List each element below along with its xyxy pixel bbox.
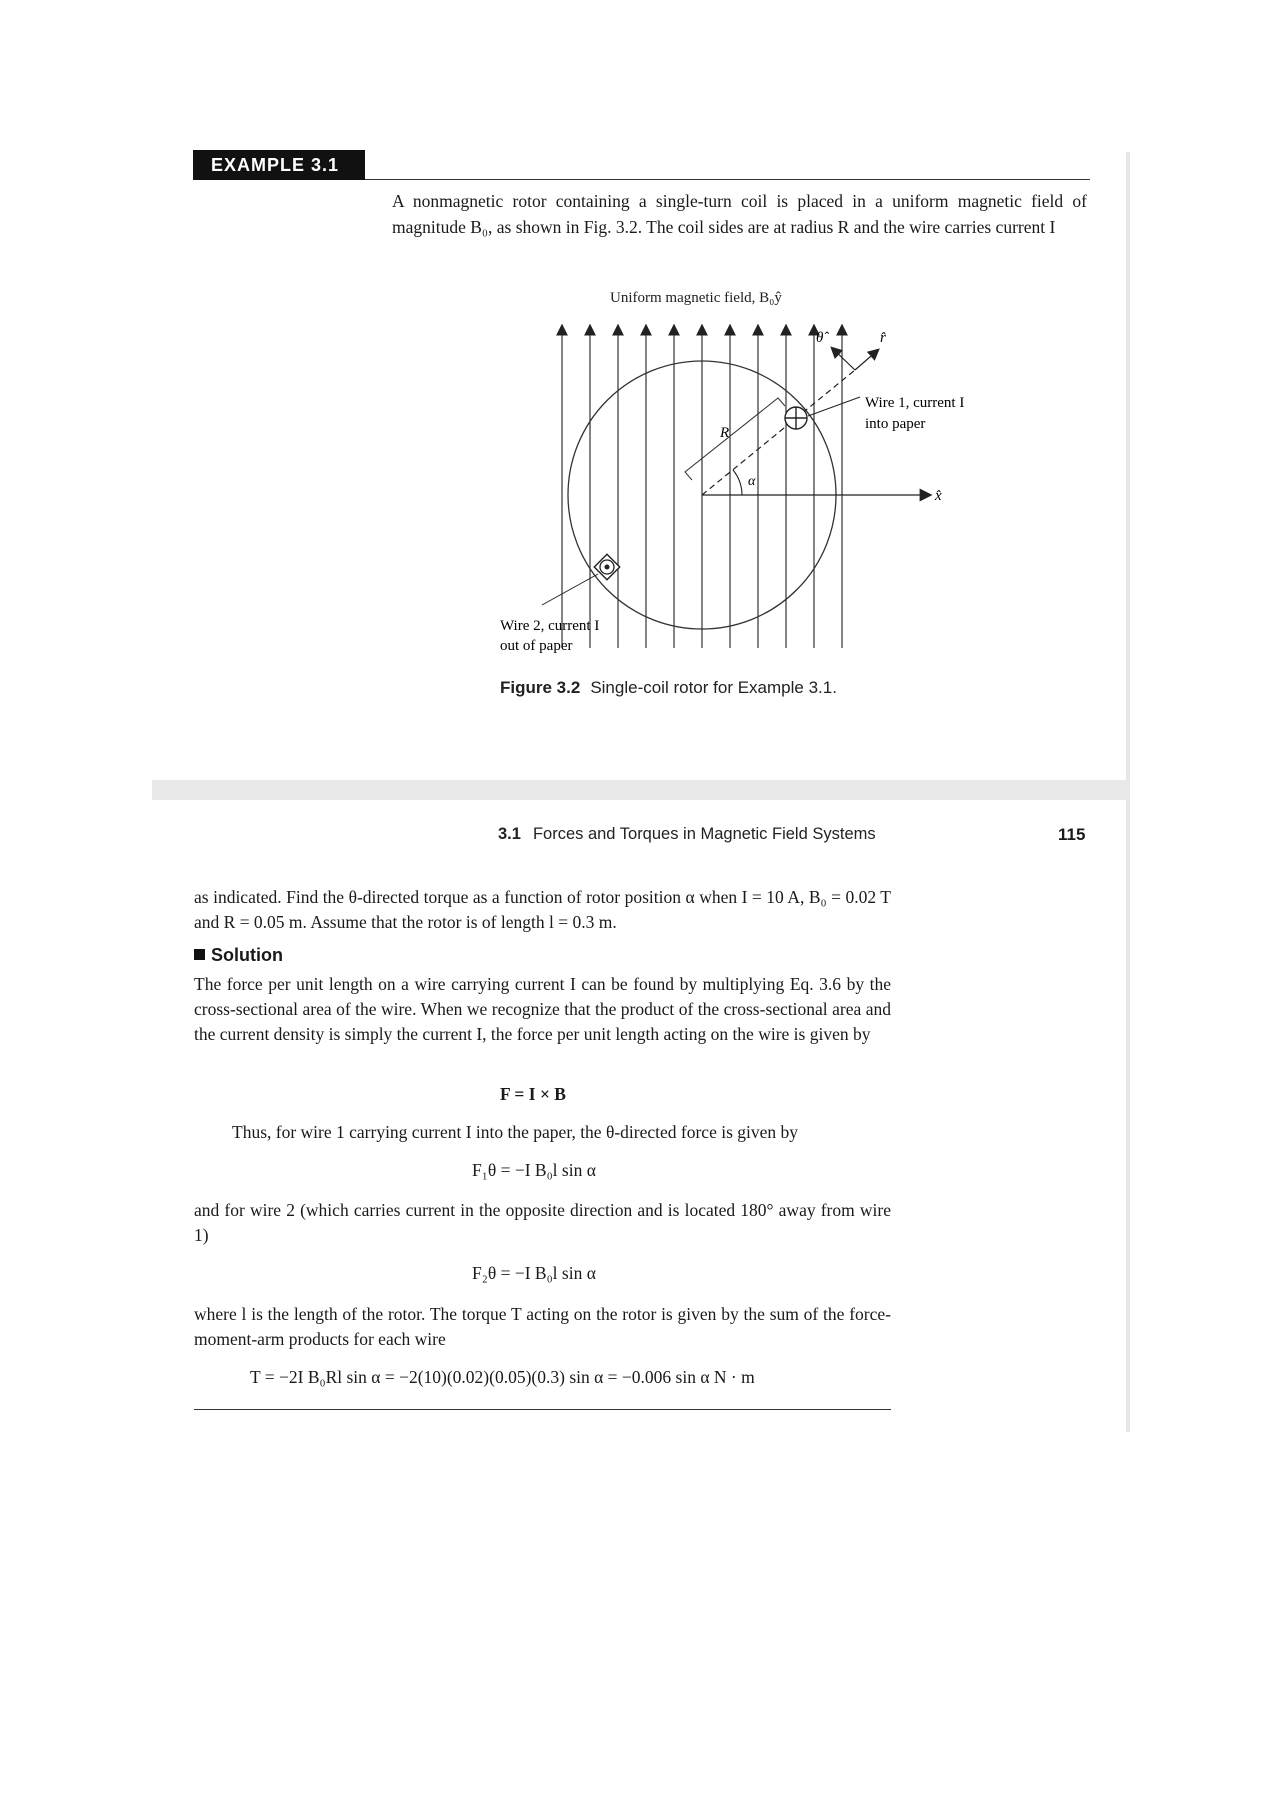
r-hat-label: r̂: [880, 330, 886, 346]
paragraph-3: Thus, for wire 1 carrying current I into the paper, the θ-directed force is given by: [232, 1122, 799, 1142]
equation-3: F₂θ = −I B₀l sin α: [472, 1263, 596, 1283]
field-label: Uniform magnetic field, B₀ŷ: [610, 290, 782, 306]
radius-label: R: [720, 425, 730, 441]
paragraph-4: and for wire 2 (which carries current in the opposite direction and is located 180° away from wire 1): [194, 1200, 891, 1245]
running-head: [498, 825, 876, 844]
wire-2-symbol: [594, 554, 619, 579]
intro-text: A nonmagnetic rotor containing a single-turn coil is placed in a uniform magnetic field of magnitude B₀, as shown in Fig. 3.2. The coil sides are at radius R and the wire carries current I: [392, 191, 1087, 237]
section-number: 3.1: [498, 825, 521, 843]
page-separator: [152, 780, 1130, 800]
alpha-arc: [733, 470, 742, 495]
solution-heading: [194, 945, 283, 966]
end-rule: [194, 1409, 891, 1410]
section-title: Forces and Torques in Magnetic Field Systems: [532, 825, 876, 843]
wire-1-symbol: [785, 407, 807, 429]
example-label: EXAMPLE 3.1: [193, 150, 365, 180]
theta-hat-label: θ̂: [816, 330, 824, 346]
field-lines: [562, 326, 842, 648]
figure-number: Figure 3.2: [500, 678, 581, 697]
page-number: 115: [1058, 825, 1086, 844]
paragraph-1: as indicated. Find the θ-directed torque as a function of rotor position α when I = 10 A, B₀ = 0.02 T and R = 0.05 m. Assume that the rotor is of length l = 0.3 m.: [194, 887, 891, 932]
r-hat-vector: [855, 350, 878, 370]
example-rule: [365, 179, 1090, 180]
rotor-figure: [480, 280, 1000, 675]
alpha-label: α: [748, 474, 756, 489]
wire-1-label-line2: into paper: [865, 416, 926, 432]
wire-2-label-line2: out of paper: [500, 638, 573, 654]
equation-4: T = −2I B₀Rl sin α = −2(10)(0.02)(0.05)(0.3) sin α = −0.006 sin α N · m: [250, 1367, 755, 1387]
wire-1-label-line1: Wire 1, current I: [865, 395, 965, 411]
equation-1: F = I × B: [500, 1084, 566, 1104]
example-intro: [392, 188, 1087, 240]
paragraph-5: where l is the length of the rotor. The torque T acting on the rotor is given by the sum of the force-moment-arm products for each wire: [194, 1304, 891, 1349]
figure-caption-text: Single-coil rotor for Example 3.1.: [590, 678, 837, 697]
paragraph-2: The force per unit length on a wire carrying current I can be found by multiplying Eq. 3.6 by the cross-sectional area of the wire. When we recognize that the product of the cross-sectional area and the current density is simply the current I, the force per unit length acting on the wire is given by: [194, 974, 891, 1044]
x-hat-label: x̂: [935, 488, 942, 504]
solution-heading-text: Solution: [211, 945, 283, 965]
figure-caption: [500, 678, 837, 698]
wire-2-label-line1: Wire 2, current I: [500, 618, 600, 634]
equation-2: F₁θ = −I B₀l sin α: [472, 1160, 596, 1180]
theta-hat-vector: [832, 348, 855, 370]
wire-1-pointer: [808, 397, 860, 416]
square-bullet-icon: [194, 949, 205, 960]
